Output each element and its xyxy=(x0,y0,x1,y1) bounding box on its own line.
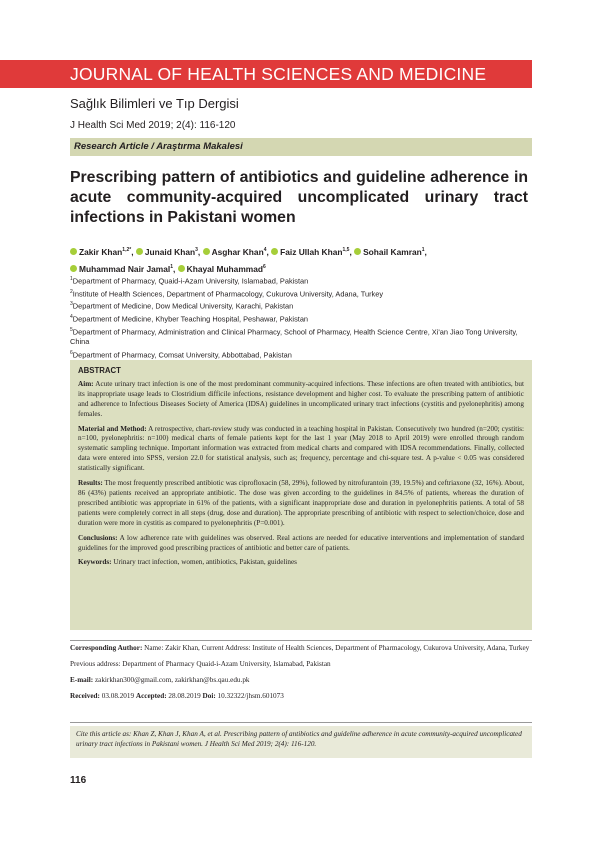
journal-subtitle: Sağlık Bilimleri ve Tıp Dergisi xyxy=(70,96,239,111)
previous-address: Previous address: Department of Pharmacy Quaid-i-Azam University, Islamabad, Pakistan xyxy=(70,659,331,668)
author-affiliation-mark: 3 xyxy=(195,247,198,253)
doi-link[interactable]: 10.32322/jhsm.601073 xyxy=(217,691,284,700)
page-number: 116 xyxy=(70,775,87,786)
abstract-heading: ABSTRACT xyxy=(78,366,121,375)
author: Sohail Kamran$^1$, xyxy=(354,247,427,257)
email-link[interactable]: zakirkhan300@gmail.com, zakirkhan@bs.qau.edu.pk xyxy=(94,675,250,684)
journal-name-banner: JOURNAL OF HEALTH SCIENCES AND MEDICINE xyxy=(0,60,532,88)
affiliation: $^4$Department of Medicine, Khyber Teaching Hospital, Peshawar, Pakistan xyxy=(70,314,309,324)
affiliation: $^2$Institute of Health Sciences, Department of Pharmacology, Cukurova University, Adana, Turkey xyxy=(70,288,384,299)
author-affiliation-mark: 1 xyxy=(421,247,425,253)
author-name: Muhammad Nair Jamal xyxy=(79,263,171,274)
abstract-box xyxy=(70,360,532,630)
author-affiliation-mark: 6 xyxy=(263,263,266,270)
journal-citation: J Health Sci Med 2019; 2(4): 116-120 xyxy=(70,120,236,131)
email-line: E-mail: zakirkhan300@gmail.com, zakirkhan@bs.qau.edu.pk xyxy=(70,675,250,684)
abstract-section: Keywords: Urinary tract infection, women, antibiotics, Pakistan, guidelines xyxy=(78,558,297,567)
affiliation: $^6$Department of Pharmacy, Comsat University, Abbottabad, Pakistan xyxy=(70,349,292,360)
affiliation-list xyxy=(70,274,532,360)
author-affiliation-mark: 4 xyxy=(263,247,267,253)
author-name: Faiz Ullah Khan xyxy=(280,246,343,257)
dates-line: Received: 03.08.2019 Accepted: 28.08.2019 Doi: 10.32322/jhsm.601073 xyxy=(70,691,284,700)
author-name: Junaid Khan xyxy=(144,246,196,257)
author-affiliation-mark: 1,5 xyxy=(342,247,350,253)
abstract-section: Material and Method: A retrospective, chart-review study was conducted in a teaching hospital in Pakistan. Consecutively two hundred (n=200; cystitis: n=100, pyelonephritis: n=100) medical charts of female patients kept for the last 1 year (May 2018 to April 2019) were enrolled through random systematic sampling technique. Important information was extracted from medical charts and compared with IDSA recommendations. Finally, collected data were entered into SPSS, version 22.0 for statistical analysis, such as; frequency, percentage and chi-square test. A p-value < 0.05 was considered statistically significant. xyxy=(78,424,524,473)
cite-as-box: Cite this article as: Khan Z, Khan J, Khan A, et al. Prescribing pattern of antibiotics and guideline adherence in acute community-acquired uncomplicated urinary tract infections in Pakistani women. J Health Sci Med 2019; 2(4): 116-120. xyxy=(70,726,532,758)
affiliation: $^1$Department of Pharmacy, Quaid-i-Azam University, Islamabad, Pakistan xyxy=(70,276,309,286)
article-title: Prescribing pattern of antibiotics and guideline adherence in acute community-acquired uncomplicated urinary tract infections in Pakistani women xyxy=(70,169,528,226)
abstract-section: Results: The most frequently prescribed antibiotic was ciprofloxacin (58, 29%), followed by nitrofurantoin (39, 19.5%) and ceftriaxone (32, 16%). About, 86 (43%) patients received an appropriate antibiotic. The dose was given according to the guidelines in 84.5% of patients, whereas the duration of prescribed antibiotic was appropriate in 61% of the patients, with a significant inappropriate dose and duration in pyelonephritis patients. A total of 58 patients were completely correct in all steps (drug, dose and duration). The appropriate prescribing of antibiotic with respect to selection/choice, dose and duration were more in cystitis as compared to pyelonephritis (P=0.001). xyxy=(78,479,524,527)
author-list xyxy=(70,243,532,277)
orcid-icon[interactable] xyxy=(203,248,210,255)
author: Muhammad Nair Jamal$^1$, xyxy=(70,264,175,274)
abstract-section: Aim: Acute urinary tract infection is one of the most predominant community-acquired infections. These infections are often treated with antibiotics, but its inappropriate usage leads to Clostridium difficile infections, resistance development and higher cost. To evaluate the prescribing pattern of antibiotic and adherence to Infectious Diseases Society of America (IDSA) guidelines in uncomplicated urinary tract infections (cystitis and pyelonephritis) among females. xyxy=(78,379,524,418)
author xyxy=(178,264,266,274)
author-name: Zakir Khan xyxy=(79,246,123,257)
author: Asghar Khan$^4$, xyxy=(203,247,269,257)
abstract-section: Conclusions: A low adherence rate with guidelines was observed. Real actions are needed for educative interventions and implementation of standard guidelines for the improved good prescribing practices of antibiotic and better care of patients. xyxy=(78,533,524,552)
affiliation: $^5$Department of Pharmacy, Administration and Clinical Pharmacy, School of Pharmacy, Health Science Centre, Xi'an Jiao Tong University, China xyxy=(70,326,518,347)
author-name: Asghar Khan xyxy=(211,246,264,257)
abstract-sections xyxy=(78,380,524,568)
article-type-bar xyxy=(70,138,532,156)
author-affiliation-mark: 1,2* xyxy=(122,247,132,253)
orcid-icon[interactable] xyxy=(178,265,185,272)
orcid-icon[interactable] xyxy=(136,248,143,255)
corresponding-author: Corresponding Author: Name: Zakir Khan, Current Address: Institute of Health Sciences, Department of Pharmacology, Cukurova University, Adana, Turkey xyxy=(70,644,530,652)
orcid-icon[interactable] xyxy=(271,248,278,255)
author: Zakir Khan$^{1,2*}$, xyxy=(70,247,134,257)
divider xyxy=(70,640,532,641)
article-type: Research Article / Araştırma Makalesi xyxy=(74,141,243,152)
author: Faiz Ullah Khan$^{1,5}$, xyxy=(271,247,352,257)
orcid-icon[interactable] xyxy=(354,248,361,255)
affiliation: $^3$Department of Medicine, Dow Medical University, Karachi, Pakistan xyxy=(70,301,294,311)
divider xyxy=(70,722,532,723)
author-affiliation-mark: 1 xyxy=(170,263,174,270)
author-name: Sohail Kamran xyxy=(363,246,422,257)
orcid-icon[interactable] xyxy=(70,265,77,272)
author-name: Khayal Muhammad xyxy=(186,263,263,274)
author: Junaid Khan$^3$, xyxy=(136,247,200,257)
orcid-icon[interactable] xyxy=(70,248,77,255)
correspondence-block xyxy=(70,644,532,708)
